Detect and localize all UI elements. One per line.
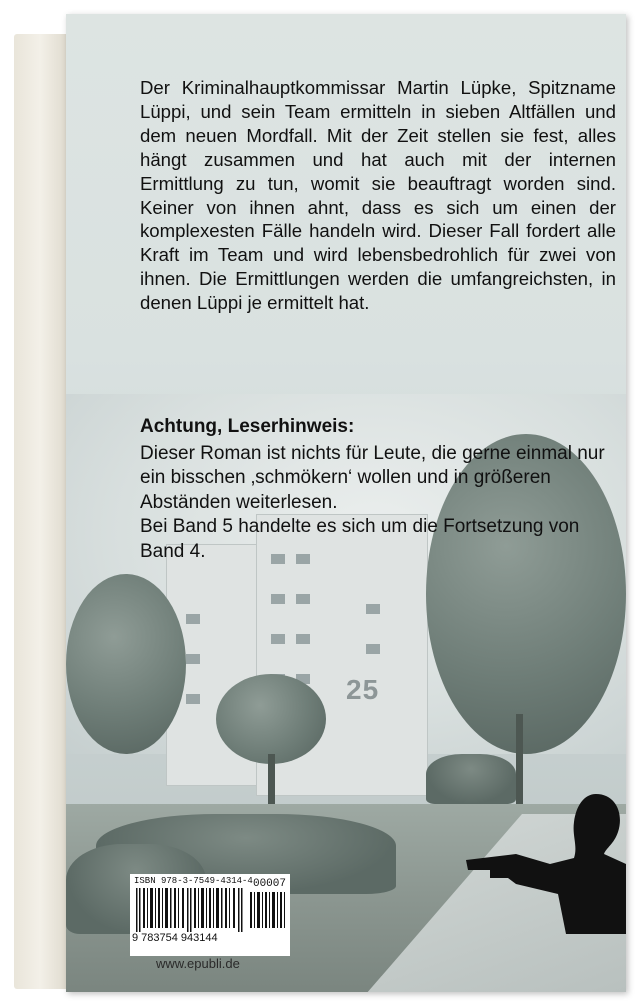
window: [186, 614, 200, 624]
addon-barcode-bars-icon: [250, 892, 286, 928]
publisher-url: www.epubli.de: [156, 956, 240, 971]
reader-notice-title: Achtung, Leserhinweis:: [140, 416, 355, 437]
barcode-bars-icon: [136, 888, 246, 932]
window: [186, 654, 200, 664]
barcode-addon-number: 00007: [252, 878, 286, 890]
isbn-label: ISBN 978-3-7549-4314-4: [134, 876, 253, 886]
window: [271, 634, 285, 644]
tree: [66, 574, 186, 754]
window: [366, 604, 380, 614]
window: [296, 594, 310, 604]
back-cover: [66, 14, 626, 992]
window: [366, 644, 380, 654]
window: [186, 694, 200, 704]
window: [296, 634, 310, 644]
book-blurb: Der Kriminalhauptkommissar Martin Lüpke, Spitzname Lüppi, und sein Team ermitteln in sieben Altfällen und dem neuen Mordfall. Mit der Zeit stellen sie fest, alles hängt zusammen und hat auch mit der internen Ermittlung zu tun, womit sie beauftragt worden sind. Keiner von ihnen ahnt, dass es sich um einen der komplexesten Fälle handeln wird. Dieser Fall fordert alle Kraft im Team und wird lebensbedrohlich für zwei von ihnen. Die Ermittlungen werden die umfangreichsten, in denen Lüppi je ermittelt hat.: [140, 77, 616, 314]
gunman-silhouette-icon: [446, 774, 626, 934]
window: [271, 594, 285, 604]
ean-digits: 9 783754 943144: [132, 932, 218, 944]
book: [14, 14, 626, 994]
reader-notice-line: Bei Band 5 handelte es sich um die Fortsetzung von Band 4.: [140, 516, 580, 562]
tree: [216, 674, 326, 764]
isbn-barcode: [130, 874, 290, 956]
reader-notice-text: [140, 442, 620, 564]
book-pages-edge: [14, 34, 72, 989]
building-number: 25: [346, 674, 380, 705]
reader-notice-line: Dieser Roman ist nichts für Leute, die gerne einmal nur ein bisschen ‚schmökern‘ wollen und in größeren Abständen weiterlesen.: [140, 443, 605, 513]
